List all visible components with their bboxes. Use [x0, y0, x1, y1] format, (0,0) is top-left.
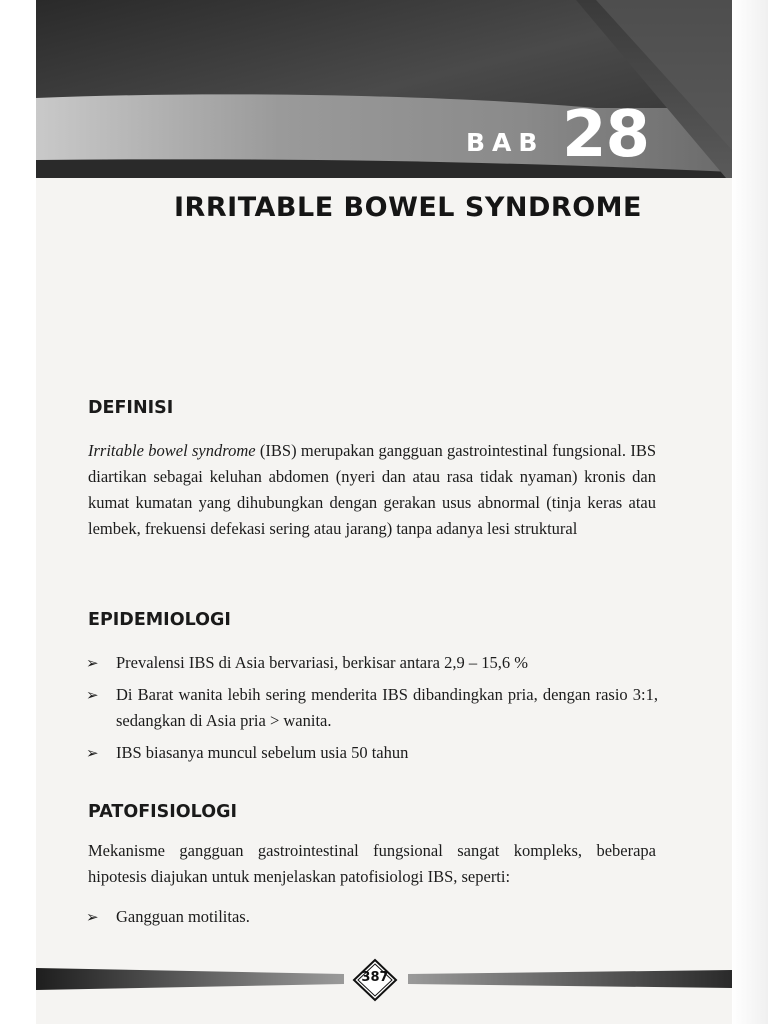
epidemiologi-item-3: IBS biasanya muncul sebelum usia 50 tahun	[116, 743, 409, 762]
patofisiologi-item-1: Gangguan motilitas.	[116, 907, 250, 926]
list-item	[86, 650, 658, 676]
arrow-bullet-icon: ➢	[86, 744, 99, 762]
list-item	[86, 904, 658, 930]
page-number: 387	[361, 970, 389, 985]
chapter-number: 28	[562, 98, 650, 172]
arrow-bullet-icon: ➢	[86, 686, 99, 704]
definisi-text: (IBS) merupakan gangguan gastrointestinal fungsional. IBS diartikan sebagai keluhan abdomen (nyeri dan atau rasa tidak nyaman) kronis dan kumat kumatan yang dihubungkan dengan gerakan usus abnormal (tinja keras atau lembek, frekuensi defekasi sering atau jarang) tanpa adanya lesi struktural	[88, 441, 656, 538]
definisi-paragraph	[88, 438, 656, 542]
arrow-bullet-icon: ➢	[86, 908, 99, 926]
list-item	[86, 740, 658, 766]
section-heading-definisi: DEFINISI	[88, 398, 174, 418]
patofisiologi-paragraph: Mekanisme gangguan gastrointestinal fungsional sangat kompleks, beberapa hipotesis diajukan untuk menjelaskan patofisiologi IBS, seperti:	[88, 841, 656, 886]
page-edge	[732, 0, 768, 1024]
arrow-bullet-icon: ➢	[86, 654, 99, 672]
section-heading-patofisiologi: PATOFISIOLOGI	[88, 802, 237, 822]
epidemiologi-list	[86, 650, 658, 772]
definisi-term: Irritable bowel syndrome	[88, 441, 256, 460]
epidemiologi-item-2: Di Barat wanita lebih sering menderita IBS dibandingkan pria, dengan rasio 3:1, sedangkan di Asia pria > wanita.	[116, 685, 658, 730]
section-heading-epidemiologi: EPIDEMIOLOGI	[88, 610, 231, 630]
epidemiologi-item-1: Prevalensi IBS di Asia bervariasi, berkisar antara 2,9 – 15,6 %	[116, 653, 528, 672]
book-page	[36, 0, 732, 1024]
patofisiologi-list	[86, 904, 658, 936]
chapter-title: IRRITABLE BOWEL SYNDROME	[174, 192, 642, 223]
list-item	[86, 682, 658, 734]
chapter-banner	[36, 0, 732, 178]
chapter-label: BAB	[466, 128, 545, 157]
